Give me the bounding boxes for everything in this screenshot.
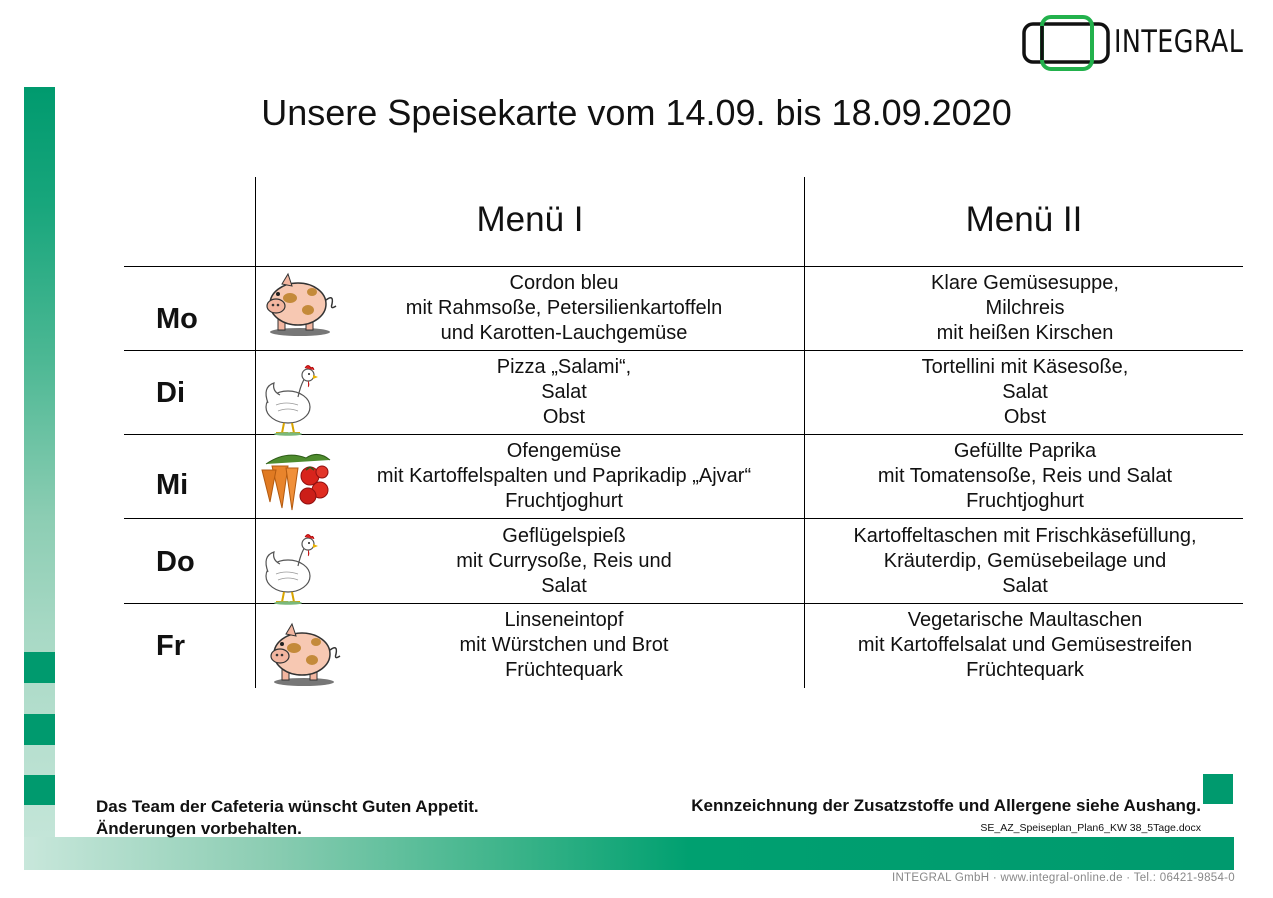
integral-logo [1020, 14, 1250, 72]
menu1-cell: Ofengemüse mit Kartoffelspalten und Paprikadip „Ajvar“ Fruchtjoghurt [376, 440, 752, 512]
table-line [255, 177, 256, 688]
footer-allergen-note: Kennzeichnung der Zusatzstoffe und Allergene siehe Aushang. [691, 796, 1201, 815]
column-header-menu-2: Menü II [965, 200, 1083, 239]
menu1-cell: Geflügelspieß mit Currysoße, Reis und Salat [456, 525, 672, 597]
chicken-icon [258, 532, 324, 608]
table-line [124, 266, 1243, 267]
menu1-cell: Linseneintopf mit Würstchen und Brot Früchtequark [459, 609, 669, 681]
menu1-cell: Pizza „Salami“, Salat Obst [496, 356, 632, 428]
menu2-cell: Vegetarische Maultaschen mit Kartoffelsalat und Gemüsestreifen Früchtequark [857, 609, 1193, 681]
day-label: Di [156, 377, 185, 409]
corner-green-square [1203, 774, 1233, 804]
footer-filename: SE_AZ_Speiseplan_Plan6_KW 38_5Tage.docx [980, 822, 1201, 834]
day-label: Mo [156, 303, 198, 335]
day-label: Mi [156, 469, 189, 501]
left-green-block [24, 714, 55, 745]
footer-contact: INTEGRAL GmbH · www.integral-online.de · Tel.: 06421-9854-0 [891, 872, 1235, 884]
menu2-cell: Tortellini mit Käsesoße, Salat Obst [921, 356, 1129, 428]
menu2-cell: Gefüllte Paprika mit Tomatensoße, Reis und Salat Fruchtjoghurt [877, 440, 1173, 512]
column-header-menu-1: Menü I [476, 200, 584, 239]
left-green-block [24, 652, 55, 683]
table-line [124, 518, 1243, 519]
footer-greeting: Das Team der Cafeteria wünscht Guten Appetit. Änderungen vorbehalten. [96, 797, 479, 838]
pig-icon [262, 270, 338, 338]
menu1-cell: Cordon bleu mit Rahmsoße, Petersilienkartoffeln und Karotten-Lauchgemüse [405, 272, 723, 344]
logo-text: INTEGRAL [1114, 24, 1244, 60]
left-green-bar [24, 87, 55, 870]
page-title: Unsere Speisekarte vom 14.09. bis 18.09.2020 [261, 92, 1012, 133]
table-line [124, 350, 1243, 351]
day-label: Fr [156, 630, 185, 662]
chicken-icon [258, 363, 324, 439]
menu2-cell: Klare Gemüsesuppe, Milchreis mit heißen Kirschen [931, 272, 1119, 344]
menu2-cell: Kartoffeltaschen mit Frischkäsefüllung, Kräuterdip, Gemüsebeilage und Salat [853, 525, 1197, 597]
bottom-green-bar [24, 837, 1234, 870]
left-green-block [24, 775, 55, 805]
vegetables-icon [260, 446, 332, 512]
day-label: Do [156, 546, 195, 578]
